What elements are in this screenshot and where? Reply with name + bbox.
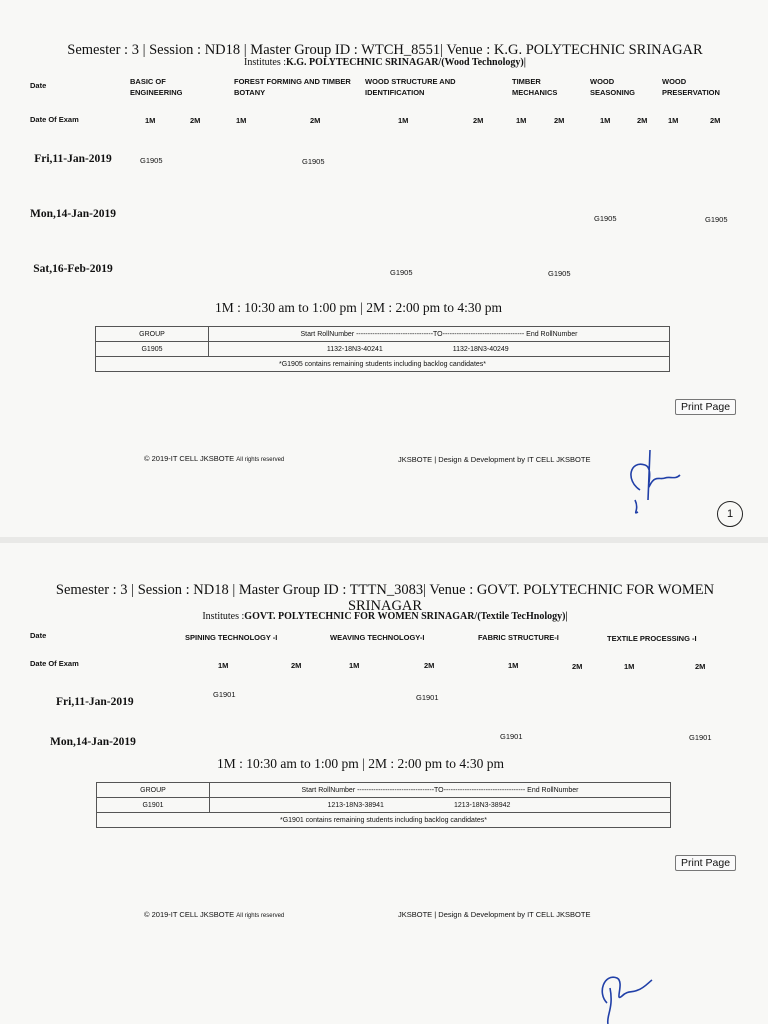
group-code: G1905 <box>548 269 571 278</box>
group-code: G1905 <box>705 215 728 224</box>
group-cell: G1905 <box>96 342 209 357</box>
slot-2m: 2M <box>572 662 583 671</box>
slot-1m: 1M <box>236 116 247 125</box>
slot-2m: 2M <box>473 116 484 125</box>
exam-date: Sat,16-Feb-2019 <box>33 263 113 275</box>
slot-1m: 1M <box>668 116 679 125</box>
group-code: G1901 <box>500 732 523 741</box>
rights-text: All rights reserved <box>236 457 285 463</box>
schedule-page-2 <box>0 543 768 1024</box>
rights-text: All rights reserved <box>236 913 285 919</box>
group-column-header: GROUP <box>96 327 209 342</box>
subject-header: TIMBER MECHANICS <box>512 77 558 97</box>
slot-1m: 1M <box>600 116 611 125</box>
copyright-text: © 2019-IT CELL JKSBOTE <box>144 910 235 919</box>
group-cell: G1901 <box>97 798 210 813</box>
subject-header: WEAVING TECHNOLOGY-I <box>330 633 425 642</box>
subject-header: WOOD PRESERVATION <box>662 77 720 97</box>
institutes-line <box>30 57 740 68</box>
table-row <box>97 783 671 798</box>
slot-2m: 2M <box>310 116 321 125</box>
subject-header: WOOD SEASONING <box>590 77 636 97</box>
subject-header: BASIC OF ENGINEERING <box>130 77 183 97</box>
group-code: G1901 <box>416 693 439 702</box>
range-column-header: Start RollNumber ---------------------------------TO----------------------------------- End RollNumber <box>210 783 671 798</box>
subject-header: FOREST FORMING AND TIMBER BOTANY <box>234 77 351 97</box>
slot-1m: 1M <box>508 661 519 670</box>
subject-header: SPINING TECHNOLOGY -I <box>185 633 278 642</box>
institutes-value: GOVT. POLYTECHNIC FOR WOMEN SRINAGAR/(Textile TecHnology)| <box>244 611 568 622</box>
page-title: Semester : 3 | Session : ND18 | Master Group ID : WTCH_8551| Venue : K.G. POLYTECHNIC SRINAGAR <box>67 42 703 58</box>
print-page-button[interactable]: Print Page <box>675 399 736 415</box>
group-code: G1901 <box>213 690 236 699</box>
slot-1m: 1M <box>516 116 527 125</box>
subject-header: WOOD STRUCTURE AND IDENTIFICATION <box>365 77 456 97</box>
table-row <box>97 798 671 813</box>
group-code: G1905 <box>594 214 617 223</box>
institutes-label: Institutes : <box>244 57 286 68</box>
group-code: G1905 <box>390 268 413 277</box>
copyright-text: © 2019-IT CELL JKSBOTE <box>144 454 235 463</box>
slot-2m: 2M <box>710 116 721 125</box>
slot-2m: 2M <box>190 116 201 125</box>
start-roll-cell: 1213-18N3-38941 <box>210 798 404 813</box>
exam-date: Fri,11-Jan-2019 <box>56 696 134 708</box>
date-of-exam-header: Date Of Exam <box>30 659 79 668</box>
exam-date: Mon,14-Jan-2019 <box>30 208 116 220</box>
slot-1m: 1M <box>624 662 635 671</box>
institutes-value: K.G. POLYTECHNIC SRINAGAR/(Wood Technology)| <box>286 57 526 68</box>
table-row <box>97 813 671 828</box>
group-column-header: GROUP <box>97 783 210 798</box>
range-column-header: Start RollNumber ---------------------------------TO----------------------------------- End RollNumber <box>209 327 670 342</box>
exam-date: Mon,14-Jan-2019 <box>50 736 136 748</box>
signature-image <box>592 958 662 1024</box>
subject-header: TEXTILE PROCESSING -I <box>607 634 697 643</box>
start-roll-cell: 1132-18N3-40241 <box>209 342 403 357</box>
slot-1m: 1M <box>398 116 409 125</box>
table-row <box>96 342 670 357</box>
slot-1m: 1M <box>218 661 229 670</box>
timing-info: 1M : 10:30 am to 1:00 pm | 2M : 2:00 pm to 4:30 pm <box>217 756 504 771</box>
slot-2m: 2M <box>424 661 435 670</box>
slot-2m: 2M <box>637 116 648 125</box>
date-header: Date <box>30 631 47 640</box>
date-of-exam-header: Date Of Exam <box>30 115 79 124</box>
roll-number-table <box>96 782 671 828</box>
print-page-button[interactable]: Print Page <box>675 855 736 871</box>
table-row <box>96 357 670 372</box>
credits: JKSBOTE | Design & Development by IT CELL JKSBOTE <box>398 910 591 919</box>
table-row <box>96 327 670 342</box>
roll-number-table <box>95 326 670 372</box>
copyright <box>144 454 284 463</box>
slot-1m: 1M <box>145 116 156 125</box>
group-code: G1901 <box>689 733 712 742</box>
page-title: Semester : 3 | Session : ND18 | Master Group ID : TTTN_3083| Venue : GOVT. POLYTECHNIC FOR WOMEN SRINAGAR <box>55 582 715 614</box>
note-cell: *G1905 contains remaining students including backlog candidates* <box>96 357 670 372</box>
end-roll-cell: 1132-18N3-40249 <box>403 342 670 357</box>
end-roll-cell: 1213-18N3-38942 <box>404 798 671 813</box>
exam-date: Fri,11-Jan-2019 <box>34 153 112 165</box>
institutes-label: Institutes : <box>202 611 245 622</box>
circled-page-mark: 1 <box>717 501 743 527</box>
timing-info: 1M : 10:30 am to 1:00 pm | 2M : 2:00 pm to 4:30 pm <box>215 300 502 315</box>
slot-1m: 1M <box>349 661 360 670</box>
subject-header: FABRIC STRUCTURE-I <box>478 633 559 642</box>
slot-2m: 2M <box>554 116 565 125</box>
date-header: Date <box>30 81 47 90</box>
slot-2m: 2M <box>695 662 706 671</box>
group-code: G1905 <box>140 156 163 165</box>
institutes-line <box>30 611 740 622</box>
copyright <box>144 910 284 919</box>
group-code: G1905 <box>302 157 325 166</box>
note-cell: *G1901 contains remaining students including backlog candidates* <box>97 813 671 828</box>
credits: JKSBOTE | Design & Development by IT CELL JKSBOTE <box>398 455 591 464</box>
slot-2m: 2M <box>291 661 302 670</box>
signature-image <box>620 440 690 520</box>
